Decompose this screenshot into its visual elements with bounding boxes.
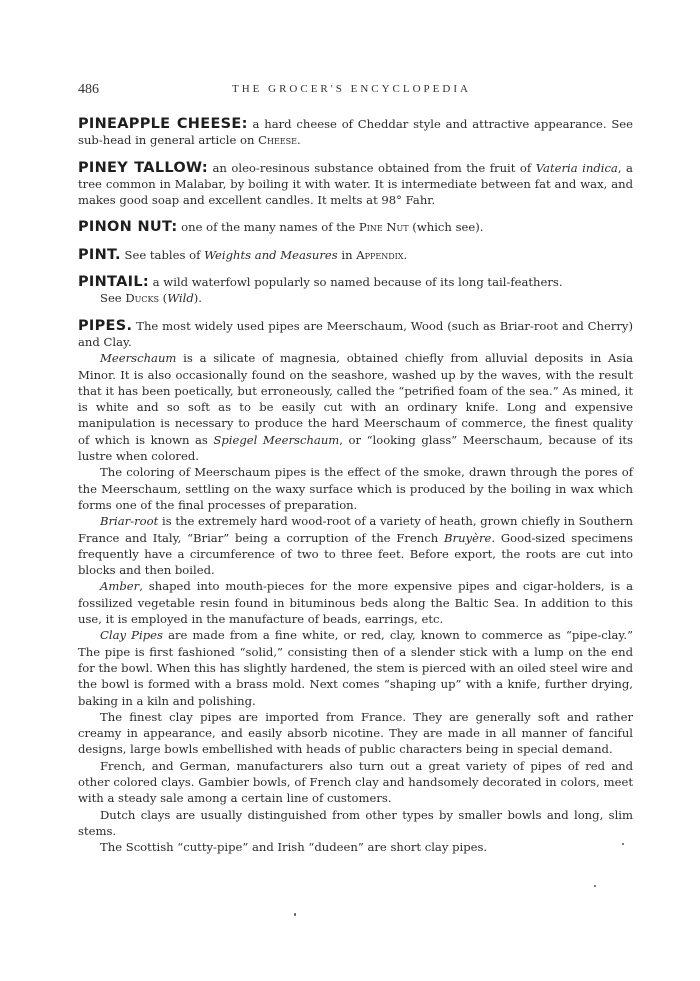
definition-text: . bbox=[296, 133, 301, 148]
definition-text: an oleo-resinous substance obtained from the fruit of bbox=[207, 160, 536, 175]
paragraph-french-german: French, and German, manufacturers also turn out a great variety of pipes of red and other colored clays. Gambier bowls, of French clay and handsomely decorated in colors, meet with a steady sale among a certain line of customers. bbox=[78, 758, 633, 806]
print-speck bbox=[594, 885, 596, 887]
italic-term: Weights and Measures bbox=[204, 247, 338, 262]
see-also-line bbox=[78, 290, 633, 306]
entry-paragraph bbox=[78, 160, 633, 209]
paragraph-text: is the extremely hard wood-root of a variety of heath, grown chiefly in Southern France and Italy, “Briar” being a corruption of the French bbox=[78, 514, 633, 545]
italic-term: Vateria indica bbox=[535, 160, 618, 175]
entry-paragraph bbox=[78, 274, 633, 290]
cross-reference: Cheese bbox=[258, 133, 297, 148]
print-speck bbox=[622, 843, 624, 845]
print-speck bbox=[294, 913, 296, 916]
paragraph-scottish-irish: The Scottish “cutty-pipe” and Irish “dudeen” are short clay pipes. bbox=[100, 840, 488, 855]
definition-text: in bbox=[337, 247, 357, 262]
page-number: 486 bbox=[78, 82, 99, 97]
entry-pintail bbox=[78, 274, 633, 307]
italic-term: Briar-root bbox=[100, 514, 159, 529]
entry-piney-tallow bbox=[78, 160, 633, 209]
italic-term: Amber bbox=[100, 579, 140, 594]
entry-paragraph bbox=[78, 247, 633, 263]
headword: PINT. bbox=[78, 246, 121, 263]
italic-term: Clay Pipes bbox=[100, 628, 163, 643]
entry-paragraph bbox=[78, 318, 633, 351]
entry-pinon-nut bbox=[78, 219, 633, 235]
cross-reference: Pine Nut bbox=[358, 220, 409, 235]
definition-text: a hard cheese of Cheddar style and attractive appearance. See sub-head in general article on bbox=[78, 117, 633, 148]
entry-pipes bbox=[78, 318, 633, 856]
paragraph-text: , or “looking glass” Meerschaum, because of its lustre when colored. bbox=[78, 432, 634, 464]
definition-text: ( bbox=[158, 291, 168, 306]
paragraph-finest-clay: The finest clay pipes are imported from France. They are generally soft and rather creamy in appearance, and easily absorb nicotine. They are made in all manner of fanciful designs, large bowls embellished with heads of public characters being in special demand. bbox=[78, 709, 633, 757]
paragraph-text: are made from a fine white, or red, clay, known to commerce as “pipe-clay.” The pipe is first fashioned “solid,” consisting then of a slender stick with a lump on the end for the bowl. When this has slightly hardened, the stem is pierced with an oiled steel wire and the bowl is formed with a brass mold. Next comes “shaping up” with a knife, further drying, baking in a kiln and polishing. bbox=[78, 628, 633, 708]
italic-term: Bruyère bbox=[444, 530, 492, 545]
paragraph-meerschaum bbox=[78, 350, 633, 464]
definition-text: , a tree common in Malabar, by boiling it with water. It is intermediate between fat and wax, and makes good soap and excellent candles. It melts at 98° Fahr. bbox=[78, 160, 633, 208]
definition-text: one of the many names of the bbox=[177, 220, 359, 235]
entry-paragraph bbox=[78, 219, 633, 235]
definition-text: a wild waterfowl popularly so named because of its long tail-feathers. bbox=[148, 275, 563, 290]
paragraph-text: . Good-sized specimens frequently have a circumference of two to three feet. Before export, the roots are cut into blocks and then boiled. bbox=[78, 530, 633, 578]
italic-term: Wild bbox=[167, 291, 194, 306]
see-text: See bbox=[100, 291, 126, 306]
paragraph-dutch-clays: Dutch clays are usually distinguished from other types by smaller bowls and long, slim stems. bbox=[78, 807, 633, 838]
headword: PIPES. bbox=[78, 317, 133, 334]
paragraph-text: is a silicate of magnesia, obtained chiefly from alluvial deposits in Asia Minor. It is also occasionally found on the seashore, washed up by the waves, with the result that it has been poetically, but erroneously, called the “petrified foam of the sea.” As mined, it is white and so soft as to be easily cut with an ordinary knife. Long and expensive manipulation is necessary to produce the hard Meerschaum of commerce, the finest quality of which is known as bbox=[78, 351, 633, 447]
italic-term: Meerschaum bbox=[100, 351, 177, 366]
italic-term: Spiegel Meerschaum bbox=[213, 432, 340, 447]
definition-text: ). bbox=[193, 291, 202, 306]
entry-pint bbox=[78, 247, 633, 263]
headword: PINTAIL: bbox=[78, 274, 149, 291]
definition-text: See tables of bbox=[120, 247, 205, 262]
entry-pineapple-cheese bbox=[78, 116, 633, 149]
headword: PINEY TALLOW: bbox=[78, 159, 208, 176]
paragraph-clay-pipes bbox=[78, 627, 633, 708]
paragraph-coloring: The coloring of Meerschaum pipes is the effect of the smoke, drawn through the pores of the Meerschaum, settling on the waxy surface which is produced by the boiling in wax which forms one of the final processes of preparation. bbox=[78, 465, 633, 512]
running-head bbox=[78, 82, 633, 100]
headword: PINON NUT: bbox=[78, 219, 178, 236]
definition-text: (which see). bbox=[408, 220, 484, 235]
paragraph-briar-root bbox=[78, 513, 633, 578]
headword: PINEAPPLE CHEESE: bbox=[78, 116, 248, 132]
definition-text: . bbox=[403, 247, 408, 262]
cross-reference: Appendix bbox=[356, 247, 404, 262]
cross-reference: Ducks bbox=[125, 291, 159, 306]
book-title: THE GROCER'S ENCYCLOPEDIA bbox=[232, 83, 471, 95]
paragraph-amber bbox=[78, 578, 633, 627]
encyclopedia-body bbox=[78, 116, 633, 866]
paragraph-text: , shaped into mouth-pieces for the more expensive pipes and cigar-holders, is a fossilized vegetable resin found in bituminous beds along the Baltic Sea. In addition to this use, it is employed in the manufacture of beads, earrings, etc. bbox=[78, 579, 633, 627]
definition-text: The most widely used pipes are Meerschaum, Wood (such as Briar-root and Cherry) and Clay. bbox=[78, 318, 633, 349]
entry-paragraph bbox=[78, 116, 633, 149]
